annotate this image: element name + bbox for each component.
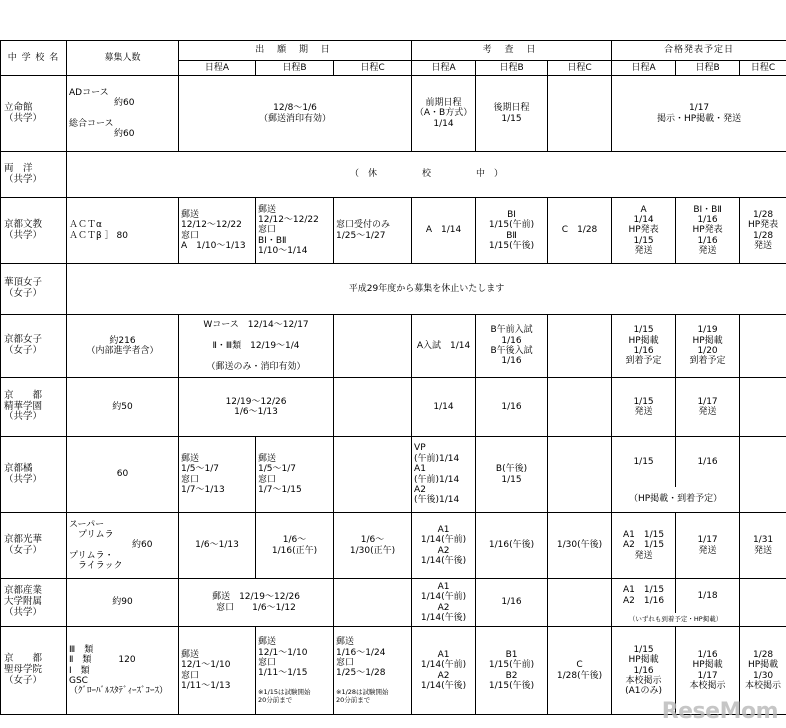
suspended-note: 平成29年度から募集を休止いたします	[67, 264, 786, 315]
ann-b-cell: 1/17 発送	[676, 378, 740, 437]
subheader-exam-c: 日程C	[548, 61, 612, 76]
app-c-cell: 窓口受付のみ 1/25～1/27	[334, 198, 412, 264]
subheader-exam-b: 日程B	[476, 61, 548, 76]
header-application: 出 願 期 日	[179, 41, 412, 61]
table-row	[1, 315, 786, 378]
table-row	[1, 76, 786, 152]
subheader-app-a: 日程A	[179, 61, 256, 76]
application-cell: 12/19～12/26 1/6～1/13	[179, 378, 334, 437]
table-row	[1, 579, 786, 613]
exam-b-cell: B午前入試 1/16 B午後入試 1/16	[476, 315, 548, 378]
app-c-cell	[334, 378, 412, 437]
app-a-cell: 郵送 1/5～1/7 窓口 1/7～1/13	[179, 437, 256, 513]
exam-a-cell: 1/14	[412, 378, 476, 437]
announcement-note: （いずれも到着予定・HP掲載）	[612, 613, 740, 627]
capacity-cell: Ⅲ 類 Ⅱ 類 120 Ⅰ 類 GSC （ｸﾞﾛｰﾊﾞﾙｽﾀﾃﾞｨｰｽﾞｺｰｽ）	[67, 627, 179, 715]
subheader-app-c: 日程C	[334, 61, 412, 76]
app-c-cell	[334, 315, 412, 378]
app-c-cell	[334, 437, 412, 513]
table-row	[1, 264, 786, 315]
app-b-cell	[256, 627, 334, 715]
capacity-cell: 約216 （内部進学者含）	[67, 315, 179, 378]
table-row	[1, 198, 786, 264]
ann-b-cell: BⅠ・BⅡ 1/16 HP発表 1/16 発送	[676, 198, 740, 264]
exam-a-cell: A 1/14	[412, 198, 476, 264]
table-row	[1, 152, 786, 198]
exam-b-cell: B(午後) 1/15	[476, 437, 548, 513]
app-a-cell: 郵送 12/12～12/22 窓口 A 1/10～1/13	[179, 198, 256, 264]
app-c-cell	[334, 579, 412, 627]
ann-b-cell: 1/19 HP掲載 1/20 到着予定	[676, 315, 740, 378]
ann-c-cell	[740, 437, 786, 513]
app-c-cell: 1/6～ 1/30(正午)	[334, 513, 412, 579]
capacity-cell: 約90	[67, 579, 179, 627]
exam-b-cell: 1/16	[476, 579, 548, 627]
school-name: 華頂女子 （女子）	[1, 264, 67, 315]
header-school: 中 学 校 名	[1, 41, 67, 76]
exam-c-cell	[548, 315, 612, 378]
ann-b-cell: 1/16	[676, 437, 740, 487]
exam-a-cell: A入試 1/14	[412, 315, 476, 378]
exam-a-cell: A1 1/14(午前) A2 1/14(午後)	[412, 627, 476, 715]
ann-c-cell: 1/31 発送	[740, 513, 786, 579]
ann-b-cell: 1/16 HP掲載 1/17 本校掲示	[676, 627, 740, 715]
ann-b-cell: 1/17 発送	[676, 513, 740, 579]
app-c-cell	[334, 627, 412, 715]
exam-c-cell	[548, 579, 612, 627]
subheader-ann-a: 日程A	[612, 61, 676, 76]
exam-b-cell: 1/16(午後)	[476, 513, 548, 579]
announcement-note: （HP掲載・到着予定）	[612, 487, 740, 513]
school-name: 京 都 聖母学院 （女子）	[1, 627, 67, 715]
school-name: 京都橘 （共学）	[1, 437, 67, 513]
application-cell: 郵送 12/19～12/26 窓口 1/6～1/12	[179, 579, 334, 627]
ann-a-cell: A1 1/15 A2 1/16	[612, 579, 676, 613]
capacity-cell: ADコース 約60 総合コース 約60	[67, 76, 179, 152]
app-c-note: ※1/28は試験開始 20分前まで	[336, 688, 389, 704]
ann-b-cell: 1/18	[676, 579, 740, 613]
ann-a-cell: 1/15 発送	[612, 378, 676, 437]
exam-c-cell: C 1/28(午後)	[548, 627, 612, 715]
table-row	[1, 513, 786, 579]
exam-a-cell: A1 1/14(午前) A2 1/14(午後)	[412, 579, 476, 627]
app-a-cell: 郵送 12/1～1/10 窓口 1/11～1/13	[179, 627, 256, 715]
app-b-cell: 郵送 12/12～12/22 窓口 BⅠ・BⅡ 1/10～1/14	[256, 198, 334, 264]
ann-c-cell: 1/28 HP発表 1/28 発送	[740, 198, 786, 264]
exam-c-cell	[548, 437, 612, 513]
exam-b-cell: BⅠ 1/15(午前) BⅡ 1/15(午後)	[476, 198, 548, 264]
app-b-cell: 1/6～ 1/16(正午)	[256, 513, 334, 579]
subheader-ann-c: 日程C	[740, 61, 786, 76]
header-capacity: 募集人数	[67, 41, 179, 76]
resemom-watermark: ReseMom	[661, 699, 778, 724]
app-b-dates: 郵送 12/1～1/10 窓口 1/11～1/15	[258, 637, 308, 679]
closed-note: （ 休 校 中 ）	[67, 152, 786, 198]
table-row	[1, 378, 786, 437]
ann-a-cell: 1/15	[612, 437, 676, 487]
header-exam: 考 査 日	[412, 41, 612, 61]
ann-a-cell: 1/15 HP掲載 1/16 到着予定	[612, 315, 676, 378]
subheader-exam-a: 日程A	[412, 61, 476, 76]
ann-c-cell	[740, 579, 786, 627]
school-name: 京都文教 （共学）	[1, 198, 67, 264]
exam-a-cell: VP (午前)1/14 A1 (午前)1/14 A2 (午後)1/14	[412, 437, 476, 513]
ann-c-cell	[740, 315, 786, 378]
ann-a-cell: A1 1/15 A2 1/15 発送	[612, 513, 676, 579]
school-name: 京都光華 （女子）	[1, 513, 67, 579]
app-b-cell: 郵送 1/5～1/7 窓口 1/7～1/15	[256, 437, 334, 513]
app-b-note: ※1/15は試験開始 20分前まで	[258, 688, 311, 704]
exam-c-cell: 1/30(午後)	[548, 513, 612, 579]
exam-c-cell	[548, 76, 612, 152]
school-name: 立命館 （共学）	[1, 76, 67, 152]
capacity-cell: ＡＣＴα ＡＣＴβ ］ 80	[67, 198, 179, 264]
exam-b-cell: 後期日程 1/15	[476, 76, 548, 152]
school-name: 京都女子 （女子）	[1, 315, 67, 378]
subheader-ann-b: 日程B	[676, 61, 740, 76]
app-a-cell: 1/6～1/13	[179, 513, 256, 579]
school-name: 京 都 精華学園 （共学）	[1, 378, 67, 437]
capacity-cell: スーパー プリムラ 約60 プリムラ・ ライラック	[67, 513, 179, 579]
capacity-cell: 約50	[67, 378, 179, 437]
exam-c-cell	[548, 378, 612, 437]
ann-a-cell: 1/15 HP掲載 1/16 本校掲示 (A1のみ)	[612, 627, 676, 715]
subheader-app-b: 日程B	[256, 61, 334, 76]
capacity-cell: 60	[67, 437, 179, 513]
exam-b-cell: B1 1/15(午前) B2 1/15(午後)	[476, 627, 548, 715]
announcement-cell: 1/17 掲示・HP掲載・発送	[612, 76, 786, 152]
header-announcement: 合格発表予定日	[612, 41, 786, 61]
app-c-dates: 郵送 1/16～1/24 窓口 1/25～1/28	[336, 637, 386, 679]
application-cell: Wコース 12/14～12/17 Ⅱ・Ⅲ類 12/19～1/4 （郵送のみ・消印有効）	[179, 315, 334, 378]
exam-b-cell: 1/16	[476, 378, 548, 437]
school-name: 両 洋 （共学）	[1, 152, 67, 198]
application-cell: 12/8～1/6 （郵送消印有効）	[179, 76, 412, 152]
exam-a-cell: 前期日程 （A・B方式） 1/14	[412, 76, 476, 152]
table-row	[1, 437, 786, 487]
entrance-exam-schedule-table	[0, 40, 786, 715]
school-name: 京都産業 大学附属 （共学）	[1, 579, 67, 627]
exam-a-cell: A1 1/14(午前) A2 1/14(午後)	[412, 513, 476, 579]
ann-c-cell: 1/28 HP掲載 1/30 本校掲示	[740, 627, 786, 715]
exam-c-cell: C 1/28	[548, 198, 612, 264]
ann-c-cell	[740, 378, 786, 437]
ann-a-cell: A 1/14 HP発表 1/15 発送	[612, 198, 676, 264]
